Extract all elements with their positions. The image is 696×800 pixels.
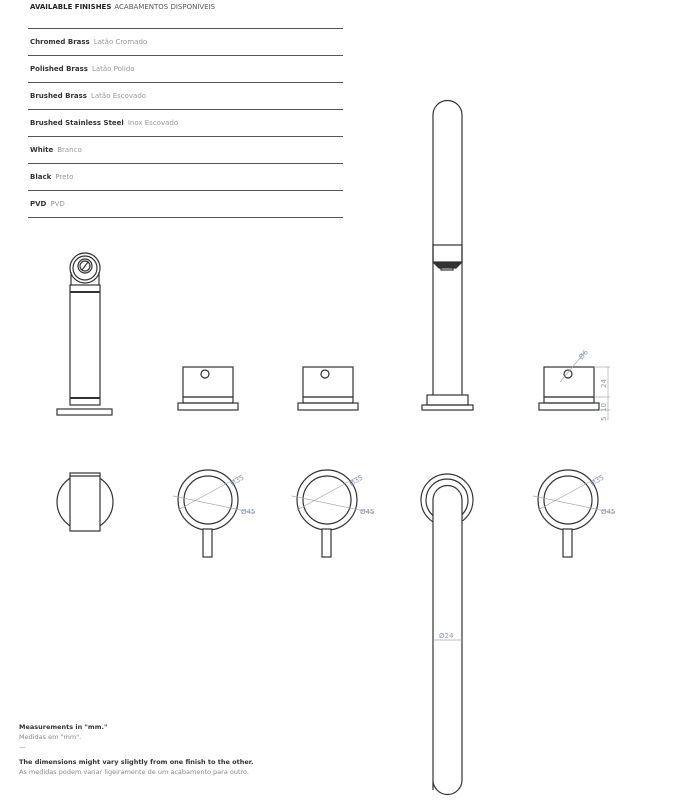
finish-name-pt: Latão Cromado <box>93 38 148 46</box>
note-separator: — <box>19 743 26 751</box>
header-title-pt: ACABAMENTOS DISPONÍVEIS <box>114 3 216 11</box>
dim-outer: Ø45 <box>360 508 375 516</box>
finish-name: Brushed Stainless Steel <box>30 119 124 127</box>
finish-name: Polished Brass <box>30 65 88 73</box>
dim-height-collar: 10 <box>600 403 608 412</box>
note-variation-pt: As medidas podem variar ligeiramente de um acabamento para outro. <box>19 768 249 776</box>
spout-side-view <box>422 101 473 411</box>
dim-inner: Ø35 <box>348 473 365 488</box>
handle-side-view <box>178 367 238 410</box>
dim-inner: Ø35 <box>589 473 606 488</box>
finish-name-pt: Latão Polido <box>91 65 135 73</box>
finish-name: Chromed Brass <box>30 38 90 46</box>
finish-name: PVD <box>30 200 47 208</box>
handle-side-view <box>298 367 358 410</box>
finish-name-pt: Inox Escovado <box>127 119 179 127</box>
notes <box>19 722 254 777</box>
finish-name-pt: Latão Escovado <box>90 92 147 100</box>
note-measurements-pt: Medidas em "mm". <box>19 733 82 741</box>
finish-name-pt: PVD <box>50 200 65 208</box>
finish-name: White <box>30 146 54 154</box>
dim-height-base: 5 <box>600 416 608 421</box>
handshower-side-view <box>57 253 112 415</box>
dim-outer: Ø45 <box>241 508 256 516</box>
handshower-top-view <box>57 473 113 531</box>
note-variation: The dimensions might vary slightly from one finish to the other. <box>19 758 254 766</box>
dim-spout: Ø24 <box>439 632 454 640</box>
note-measurements: Measurements in "mm." <box>19 723 108 731</box>
dim-outer: Ø45 <box>601 508 616 516</box>
finish-name: Brushed Brass <box>30 92 87 100</box>
dim-height-body: 24 <box>600 379 608 388</box>
dim-inner: Ø35 <box>229 473 246 488</box>
header-title: AVAILABLE FINISHES <box>30 3 112 11</box>
finish-name: Black <box>30 173 52 181</box>
finish-name-pt: Branco <box>57 146 82 154</box>
finish-name-pt: Preto <box>55 173 74 181</box>
dim-hole: Ø6 <box>577 348 590 362</box>
